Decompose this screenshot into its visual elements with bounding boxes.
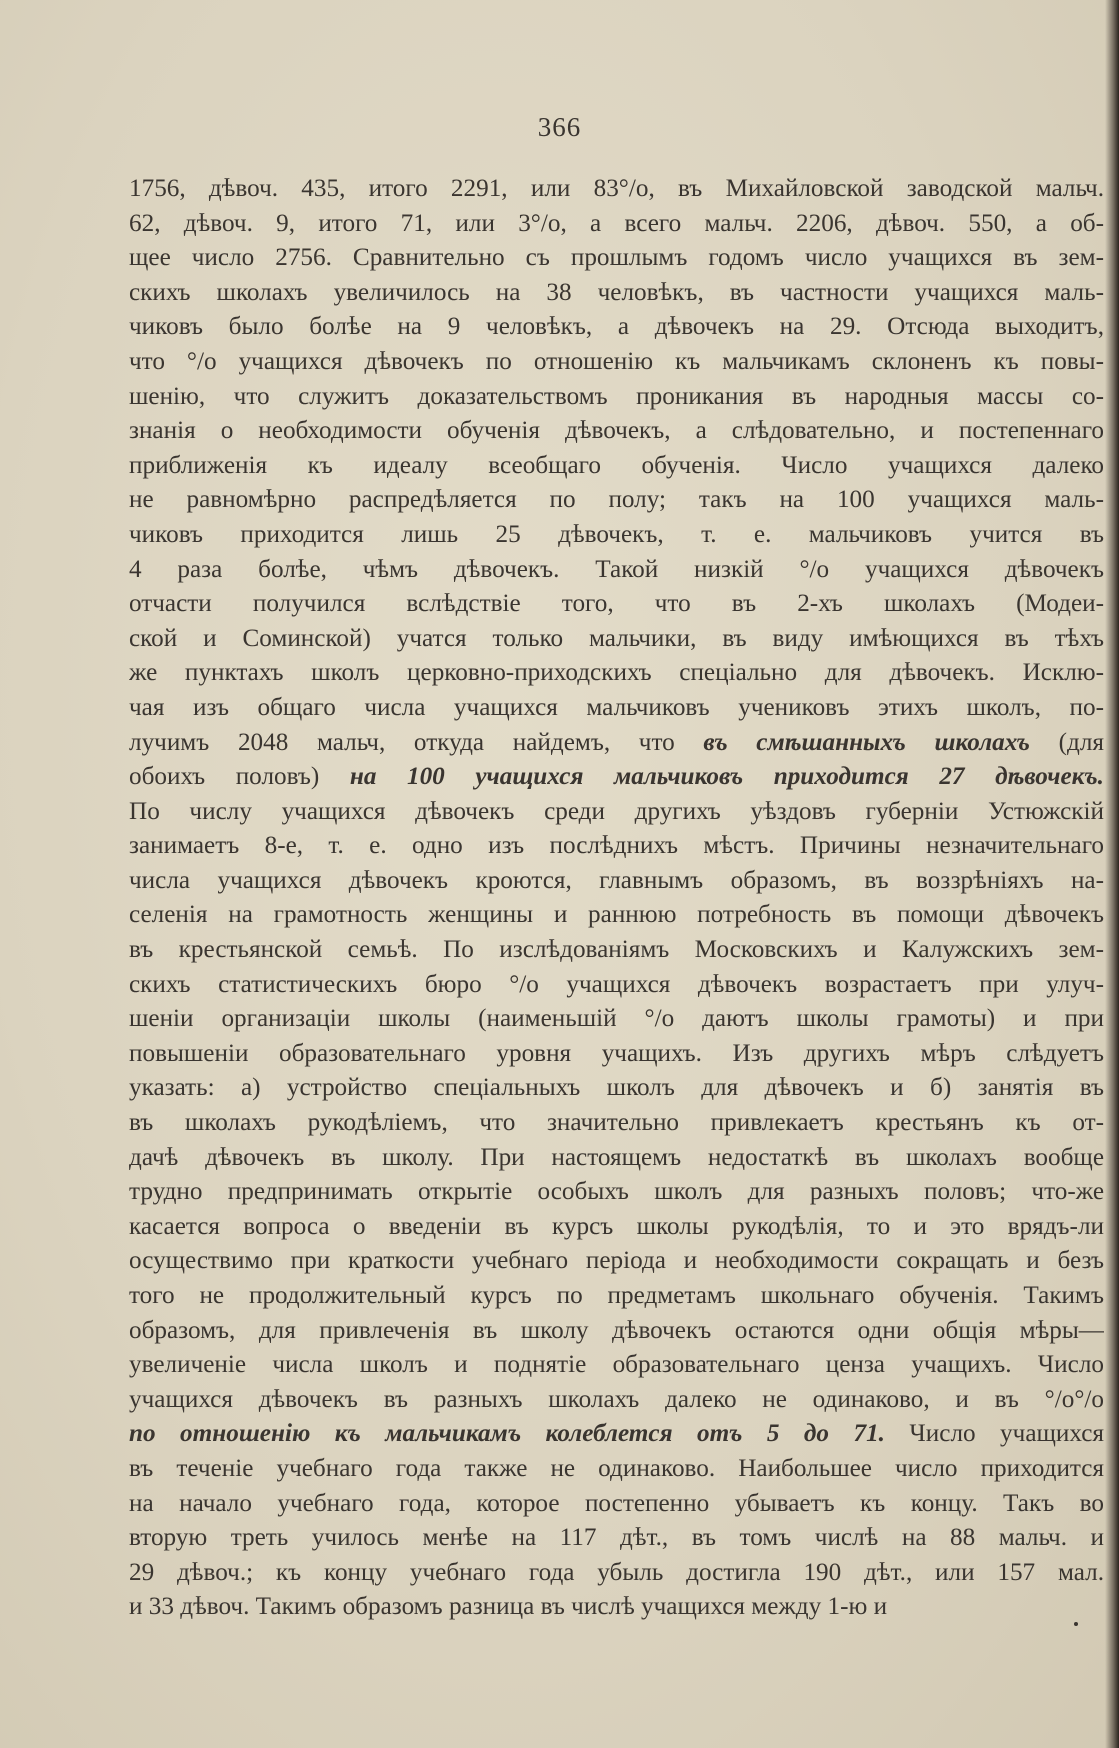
text-line: 29 дѣвоч.; къ концу учебнаго года убыль достигла 190 дѣт., или 157 мал. [129,1558,1104,1586]
emphasized-text: въ смѣшанныхъ школахъ [703,728,1030,756]
body-text [129,172,1104,1625]
text-line: занимаетъ 8-е, т. е. одно изъ послѣднихъ мѣстъ. Причины незначительнаго [129,832,1104,860]
text-line: не равномѣрно распредѣляется по полу; такъ на 100 учащихся маль- [129,486,1104,514]
text-line: шеніи организаціи школы (наименьшій °/о даютъ школы грамоты) и при [129,1005,1104,1033]
text-line: трудно предпринимать открытіе особыхъ школъ для разныхъ половъ; что-же [129,1178,1104,1206]
text-line: на начало учебнаго года, которое постепенно убываетъ къ концу. Такъ во [129,1489,1104,1517]
text-line: дачѣ дѣвочекъ въ школу. При настоящемъ недостаткѣ въ школахъ вообще [129,1143,1104,1171]
text-line: чиковъ было болѣе на 9 человѣкъ, а дѣвочекъ на 29. Отсюда выходитъ, [129,313,1104,341]
text-line: щее число 2756. Сравнительно съ прошлымъ годомъ число учащихся въ зем- [129,244,1104,272]
end-mark [1074,1622,1078,1626]
text-line: увеличеніе числа школъ и поднятіе образовательнаго ценза учащихъ. Число [129,1351,1104,1379]
text-line: скихъ школахъ увеличилось на 38 человѣкъ, въ частности учащихся маль- [129,278,1104,306]
text-line: же пунктахъ школъ церковно-приходскихъ спеціально для дѣвочекъ. Исклю- [129,659,1104,687]
text-line: указать: а) устройство спеціальныхъ школъ для дѣвочекъ и б) занятія въ [129,1074,1104,1102]
text-line: лучимъ 2048 мальч, откуда найдемъ, что въ смѣшанныхъ школахъ (для [129,728,1104,756]
emphasized-text: по отношенію къ мальчикамъ колеблется отъ 5 до 71. [129,1420,885,1448]
text-line: чиковъ приходится лишь 25 дѣвочекъ, т. е. мальчиковъ учится въ [129,520,1104,548]
text-line: приближенія къ идеалу всеобщаго обученія. Число учащихся далеко [129,451,1104,479]
text-line: по отношенію къ мальчикамъ колеблется отъ 5 до 71. Число учащихся [129,1420,1104,1448]
text-line: 62, дѣвоч. 9, итого 71, или 3°/о, а всего мальч. 2206, дѣвоч. 550, а об- [129,209,1104,237]
text-line: того не продолжительный курсъ по предметамъ школьнаго обученія. Такимъ [129,1282,1104,1309]
text-line: въ школахъ рукодѣліемъ, что значительно привлекаетъ крестьянъ къ от- [129,1109,1104,1137]
text-line: что °/о учащихся дѣвочекъ по отношенію къ мальчикамъ склоненъ къ повы- [129,347,1104,375]
text-line: въ теченіе учебнаго года также не одинаково. Наибольшее число приходится [129,1454,1104,1482]
text-line: образомъ, для привлеченія въ школу дѣвочекъ остаются одни общія мѣры— [129,1316,1104,1344]
text-line: чая изъ общаго числа учащихся мальчиковъ учениковъ этихъ школъ, по- [129,693,1104,721]
text-line: шенію, что служитъ доказательствомъ проникания въ народныя массы со- [129,382,1104,410]
text-line: знанія о необходимости обученія дѣвочекъ, а слѣдовательно, и постепеннаго [129,417,1104,445]
text-line: касается вопроса о введеніи въ курсъ школы рукодѣлія, то и это врядъ-ли [129,1212,1104,1240]
text-line: осуществимо при краткости учебнаго періода и необходимости сокращать и безъ [129,1247,1104,1275]
text-line: учащихся дѣвочекъ въ разныхъ школахъ далеко не одинаково, и въ °/о°/о [129,1385,1104,1413]
text-line: въ крестьянской семьѣ. По изслѣдованіямъ Московскихъ и Калужскихъ зем- [129,936,1104,964]
text-line: По числу учащихся дѣвочекъ среди другихъ уѣздовъ губерніи Устюжскій [129,797,1104,825]
text-line: вторую треть училось менѣе на 117 дѣт., въ томъ числѣ на 88 мальч. и [129,1524,1104,1552]
text-line: селенія на грамотность женщины и раннюю потребность въ помощи дѣвочекъ [129,901,1104,929]
binding-edge-shadow [1105,0,1119,1748]
emphasized-text: на 100 учащихся мальчиковъ приходится 27 дѣвочекъ. [349,763,1104,791]
text-line: числа учащихся дѣвочекъ кроются, главнымъ образомъ, въ воззрѣніяхъ на- [129,866,1104,894]
text-line: скихъ статистическихъ бюро °/о учащихся дѣвочекъ возрастаетъ при улуч- [129,970,1104,998]
text-line: и 33 дѣвоч. Такимъ образомъ разница въ числѣ учащихся между 1-ю и [129,1593,888,1621]
text-line: 4 раза болѣе, чѣмъ дѣвочекъ. Такой низкій °/о учащихся дѣвочекъ [129,555,1104,583]
text-line: повышеніи образовательнаго уровня учащихъ. Изъ другихъ мѣръ слѣдуетъ [129,1039,1104,1067]
text-line: ской и Соминской) учатся только мальчики, въ виду имѣющихся въ тѣхъ [129,624,1104,652]
text-line: обоихъ половъ) на 100 учащихся мальчиковъ приходится 27 дѣвочекъ. [129,763,1104,791]
page-number: 366 [537,112,582,142]
text-line: 1756, дѣвоч. 435, итого 2291, или 83°/о, въ Михайловской заводской мальч. [129,175,1104,202]
text-line: отчасти получился вслѣдствіе того, что въ 2-хъ школахъ (Модеи- [129,590,1104,618]
